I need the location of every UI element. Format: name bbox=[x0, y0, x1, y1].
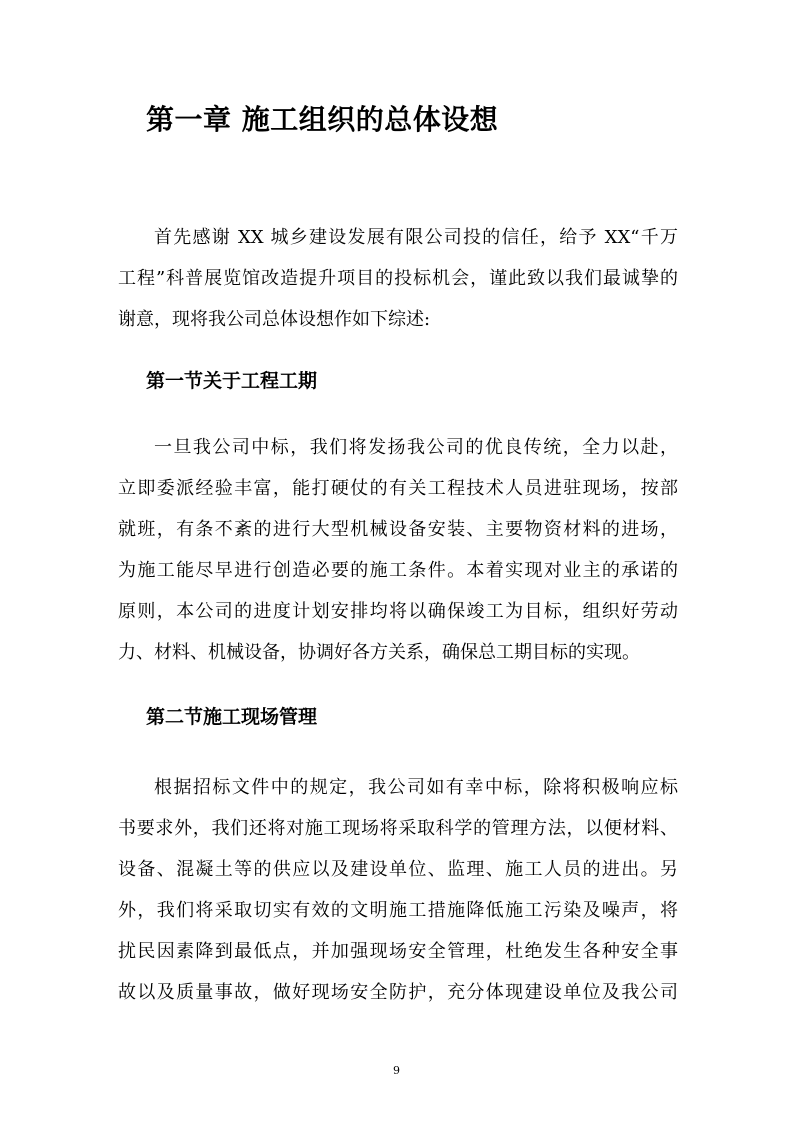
chapter-title: 第一章 施工组织的总体设想 bbox=[146, 103, 499, 136]
paragraph-line: 原则，本公司的进度计划安排均将以确保竣工为目标，组织好劳动 bbox=[118, 601, 678, 622]
paragraph-line: 故以及质量事故，做好现场安全防护，充分体现建设单位及我公司 bbox=[118, 982, 678, 1003]
site-management-paragraph bbox=[118, 767, 678, 1013]
section-title-schedule: 第一节关于工程工期 bbox=[146, 370, 318, 392]
paragraph-line: 书要求外，我们还将对施工现场将采取科学的管理方法，以便材料、 bbox=[118, 818, 678, 839]
paragraph-line: 力、材料、机械设备，协调好各方关系，确保总工期目标的实现。 bbox=[118, 642, 640, 663]
paragraph-line: 扰民因素降到最低点，并加强现场安全管理，杜绝发生各种安全事 bbox=[118, 941, 678, 962]
section-title-site-management: 第二节施工现场管理 bbox=[146, 706, 318, 728]
paragraph-line: 就班，有条不紊的进行大型机械设备安装、主要物资材料的进场， bbox=[118, 519, 678, 540]
paragraph-line: 根据招标文件中的规定，我公司如有幸中标，除将积极响应标 bbox=[154, 777, 678, 798]
page-number: 9 bbox=[393, 1064, 400, 1077]
paragraph-line: 外，我们将采取切实有效的文明施工措施降低施工污染及噪声，将 bbox=[118, 900, 678, 921]
paragraph-line: 首先感谢 XX 城乡建设发展有限公司投的信任，给予 XX“千万 bbox=[154, 227, 678, 248]
schedule-paragraph bbox=[118, 427, 678, 673]
intro-paragraph bbox=[118, 217, 678, 340]
paragraph-line: 为施工能尽早进行创造必要的施工条件。本着实现对业主的承诺的 bbox=[118, 560, 678, 581]
paragraph-line: 工程”科普展览馆改造提升项目的投标机会，谨此致以我们最诚挚的 bbox=[118, 268, 678, 289]
paragraph-line: 谢意，现将我公司总体设想作如下综述: bbox=[118, 309, 431, 330]
paragraph-line: 设备、混凝土等的供应以及建设单位、监理、施工人员的进出。另 bbox=[118, 859, 678, 880]
paragraph-line: 立即委派经验丰富，能打硬仗的有关工程技术人员进驻现场，按部 bbox=[118, 478, 678, 499]
paragraph-line: 一旦我公司中标，我们将发扬我公司的优良传统，全力以赴， bbox=[154, 437, 678, 458]
